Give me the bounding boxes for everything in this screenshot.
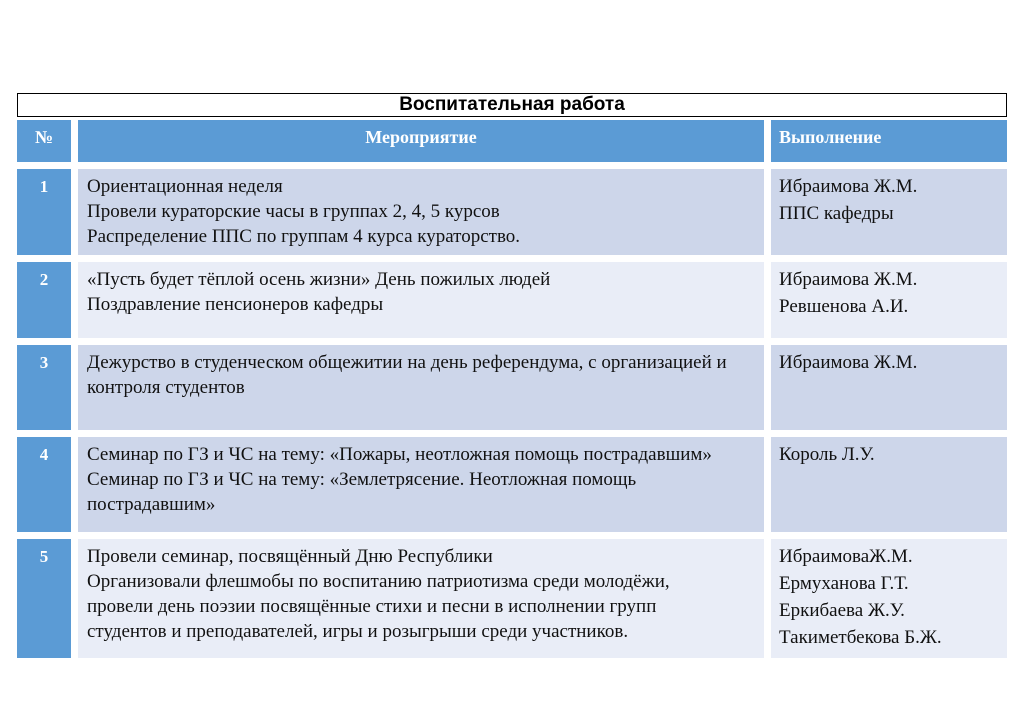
title-box [17, 93, 1007, 117]
activity-cell [78, 262, 764, 338]
executor-line: Еркибаева Ж.У. [779, 600, 905, 622]
executor-line: Ермуханова Г.Т. [779, 573, 909, 595]
column-header-activity: Мероприятие [78, 120, 764, 162]
page-title: Воспитательная работа [399, 94, 625, 115]
row-number-cell: 5 [17, 539, 71, 658]
activity-cell [78, 345, 764, 430]
activity-line: Поздравление пенсионеров кафедры [87, 294, 384, 316]
executor-cell [771, 169, 1007, 255]
activity-line: Провели кураторские часы в группах 2, 4, 5 курсов [87, 201, 500, 223]
executor-line: Ибраимова Ж.М. [779, 176, 918, 197]
executor-line: Такиметбекова Б.Ж. [779, 627, 942, 649]
activity-line: Провели семинар, посвящённый Дню Республики [87, 546, 493, 568]
executor-line: Ибраимова Ж.М. [779, 269, 918, 291]
row-number-cell: 2 [17, 262, 71, 338]
work-table [17, 120, 1007, 658]
column-header-number: № [17, 120, 71, 162]
activity-line: Семинар по ГЗ и ЧС на тему: «Пожары, неотложная помощь пострадавшим» [87, 444, 712, 466]
column-header-execution: Выполнение [771, 120, 1007, 162]
executor-line: Ибраимова Ж.М. [779, 352, 918, 374]
row-number-cell: 3 [17, 345, 71, 430]
activity-cell [78, 169, 764, 255]
executor-line: Король Л.У. [779, 444, 875, 466]
executor-cell [771, 345, 1007, 430]
executor-line: ППС кафедры [779, 202, 894, 224]
row-number-cell: 1 [17, 169, 71, 255]
executor-line: ИбраимоваЖ.М. [779, 546, 913, 568]
activity-cell [78, 437, 764, 532]
activity-line: Ориентационная неделя [87, 176, 283, 197]
activity-cell [78, 539, 764, 658]
row-number-cell: 4 [17, 437, 71, 532]
activity-line: «Пусть будет тёплой осень жизни» День пожилых людей [87, 269, 551, 291]
activity-line: Распределение ППС по группам 4 курса кураторство. [87, 226, 521, 248]
executor-cell [771, 262, 1007, 338]
executor-line: Ревшенова А.И. [779, 296, 909, 318]
activity-line: Семинар по ГЗ и ЧС на тему: «Землетрясение. Неотложная помощь пострадавшим» [87, 469, 637, 516]
activity-line: Организовали флешмобы по воспитанию патриотизма среди молодёжи, провели день поэзии посвящённые стихи и песни в исполнении групп студентов и преподавателей, игры и розыгрыши среди участников. [87, 571, 670, 643]
executor-cell [771, 539, 1007, 658]
executor-cell [771, 437, 1007, 532]
activity-line: Дежурство в студенческом общежитии на день референдума, с организацией и контроля студентов [87, 352, 727, 399]
